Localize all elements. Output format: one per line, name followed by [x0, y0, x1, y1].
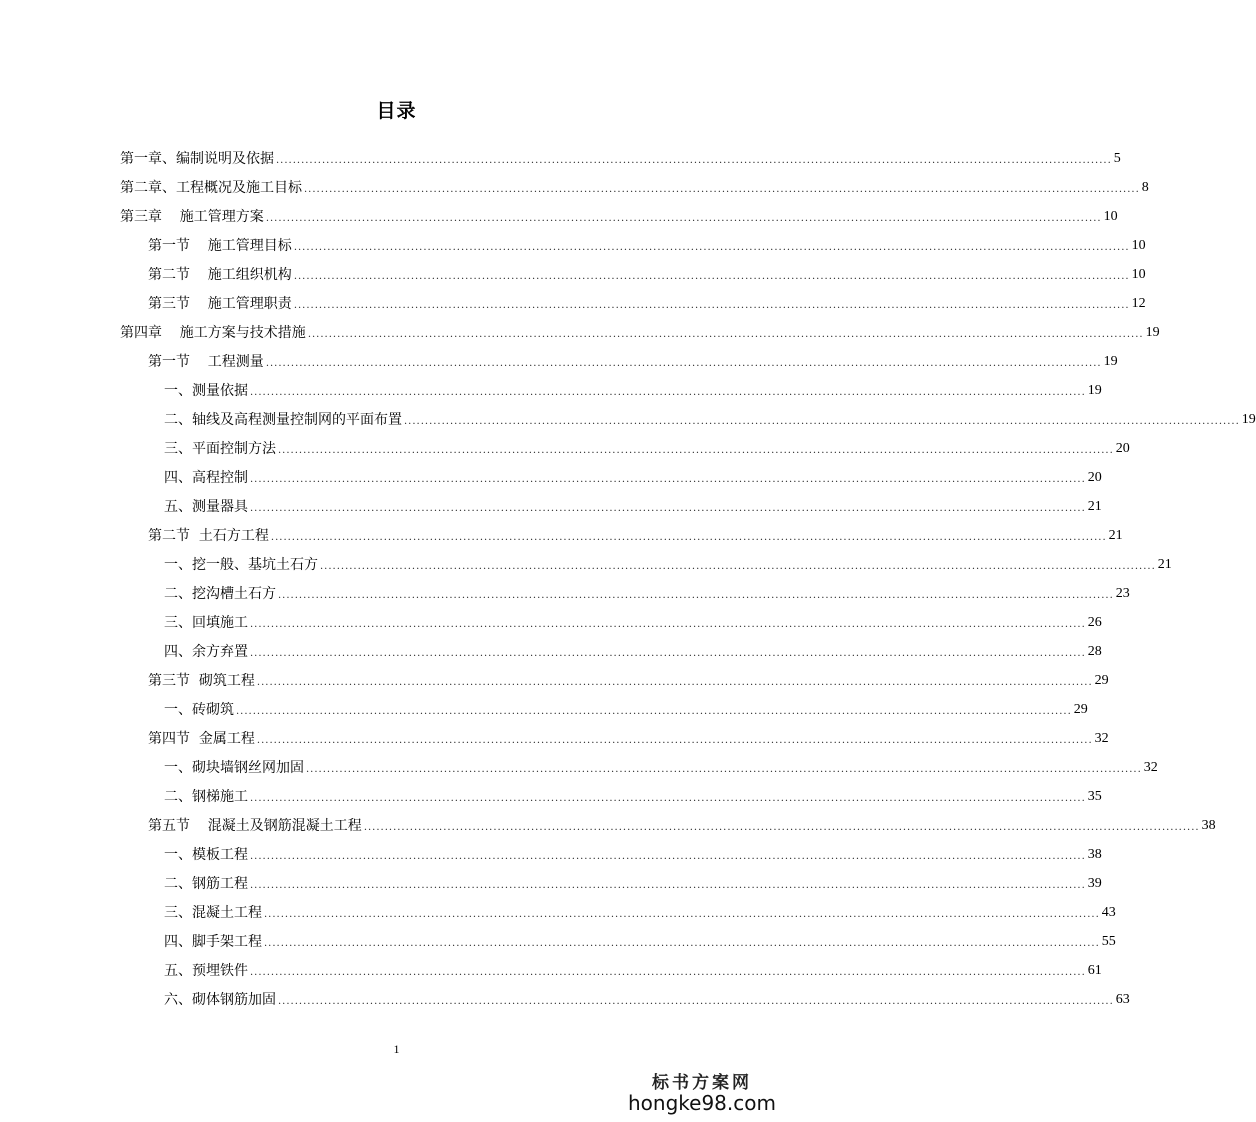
- toc-entry-label: 第三节 砌筑工程: [148, 673, 255, 689]
- toc-entry[interactable]: [120, 322, 1160, 344]
- toc-leader-dots: ........................................................................................................................................................................................................: [264, 938, 1100, 949]
- toc-leader-dots: ........................................................................................................................................................................................................: [306, 764, 1142, 775]
- toc-entry-page: 39: [1087, 876, 1102, 891]
- toc-leader-dots: ........................................................................................................................................................................................................: [250, 851, 1086, 862]
- toc-entry[interactable]: [148, 293, 1146, 315]
- toc-leader-dots: ........................................................................................................................................................................................................: [278, 445, 1114, 456]
- toc-entry-page: 38: [1201, 818, 1216, 833]
- toc-entry[interactable]: [120, 148, 1121, 170]
- toc-entry[interactable]: [148, 525, 1123, 547]
- toc-entry-page: 29: [1094, 673, 1109, 688]
- toc-entry-page: 43: [1101, 905, 1116, 920]
- toc-entry-page: 12: [1131, 296, 1146, 311]
- toc-entry-page: 23: [1115, 586, 1130, 601]
- toc-entry-label: 第二节 土石方工程: [148, 528, 269, 544]
- toc-entry[interactable]: [148, 235, 1146, 257]
- toc-entry-page: 10: [1103, 209, 1118, 224]
- toc-entry[interactable]: [148, 264, 1146, 286]
- toc-entry[interactable]: [148, 815, 1216, 837]
- toc-leader-dots: ........................................................................................................................................................................................................: [270, 532, 1107, 543]
- toc-entry-label: 第五节 混凝土及钢筋混凝土工程: [148, 818, 362, 834]
- toc-leader-dots: ........................................................................................................................................................................................................: [256, 735, 1093, 746]
- toc-leader-dots: ........................................................................................................................................................................................................: [250, 387, 1086, 398]
- toc-leader-dots: ........................................................................................................................................................................................................: [236, 706, 1072, 717]
- watermark-title: 标书方案网: [652, 1073, 752, 1093]
- toc-entry-label: 二、钢梯施工: [164, 789, 248, 805]
- toc-entry-label: 第二节 施工组织机构: [148, 267, 292, 283]
- toc-entry-page: 10: [1131, 238, 1146, 253]
- toc-entry-label: 四、脚手架工程: [164, 934, 262, 950]
- toc-leader-dots: ........................................................................................................................................................................................................: [307, 329, 1144, 340]
- toc-leader-dots: ........................................................................................................................................................................................................: [404, 416, 1240, 427]
- toc-entry-label: 一、测量依据: [164, 383, 248, 399]
- toc-leader-dots: ........................................................................................................................................................................................................: [250, 503, 1086, 514]
- toc-entry-page: 19: [1087, 383, 1102, 398]
- toc-entry[interactable]: [164, 873, 1102, 895]
- toc-entry-label: 三、回填施工: [164, 615, 248, 631]
- toc-leader-dots: ........................................................................................................................................................................................................: [250, 967, 1086, 978]
- toc-entry-label: 二、挖沟槽土石方: [164, 586, 276, 602]
- toc-entry[interactable]: [164, 380, 1102, 402]
- toc-entry-page: 55: [1101, 934, 1116, 949]
- toc-entry-label: 第三章 施工管理方案: [120, 209, 264, 225]
- toc-entry-label: 第四章 施工方案与技术措施: [120, 325, 306, 341]
- toc-entry-label: 二、轴线及高程测量控制网的平面布置: [164, 412, 402, 428]
- toc-entry-page: 32: [1143, 760, 1158, 775]
- toc-entry-label: 四、余方弃置: [164, 644, 248, 660]
- toc-entry-page: 8: [1141, 180, 1149, 195]
- toc-leader-dots: ........................................................................................................................................................................................................: [250, 619, 1086, 630]
- toc-entry-label: 三、平面控制方法: [164, 441, 276, 457]
- toc-leader-dots: ........................................................................................................................................................................................................: [250, 648, 1086, 659]
- toc-leader-dots: ........................................................................................................................................................................................................: [264, 909, 1100, 920]
- toc-entry-label: 一、模板工程: [164, 847, 248, 863]
- toc-entry-page: 20: [1115, 441, 1130, 456]
- toc-entry-page: 19: [1103, 354, 1118, 369]
- toc-entry-page: 10: [1131, 267, 1146, 282]
- toc-entry-label: 一、砖砌筑: [164, 702, 234, 718]
- toc-entry-page: 20: [1087, 470, 1102, 485]
- toc-leader-dots: ........................................................................................................................................................................................................: [265, 213, 1102, 224]
- toc-entry-label: 五、测量器具: [164, 499, 248, 515]
- toc-leader-dots: ........................................................................................................................................................................................................: [304, 184, 1140, 195]
- watermark-logo: [627, 1068, 777, 1115]
- toc-entry-page: 38: [1087, 847, 1102, 862]
- toc-entry-page: 21: [1087, 499, 1102, 514]
- toc-entry-label: 二、钢筋工程: [164, 876, 248, 892]
- toc-entry-label: 第三节 施工管理职责: [148, 296, 292, 312]
- toc-entry[interactable]: [164, 931, 1116, 953]
- toc-entry[interactable]: [164, 786, 1102, 808]
- toc-entry-label: 第一章、编制说明及依据: [120, 151, 274, 167]
- toc-leader-dots: ........................................................................................................................................................................................................: [265, 358, 1102, 369]
- toc-entry[interactable]: [164, 612, 1102, 634]
- toc-entry-page: 21: [1157, 557, 1172, 572]
- toc-entry[interactable]: [164, 409, 1256, 431]
- toc-entry-label: 四、高程控制: [164, 470, 248, 486]
- toc-entry-page: 21: [1108, 528, 1123, 543]
- toc-leader-dots: ........................................................................................................................................................................................................: [320, 561, 1156, 572]
- toc-entry[interactable]: [120, 206, 1118, 228]
- toc-leader-dots: ........................................................................................................................................................................................................: [250, 474, 1086, 485]
- toc-leader-dots: ........................................................................................................................................................................................................: [278, 996, 1114, 1007]
- toc-entry-label: 一、挖一般、基坑土石方: [164, 557, 318, 573]
- toc-entry[interactable]: [164, 438, 1130, 460]
- toc-entry-page: 5: [1113, 151, 1121, 166]
- toc-entry[interactable]: [164, 641, 1102, 663]
- toc-leader-dots: ........................................................................................................................................................................................................: [293, 242, 1130, 253]
- toc-entry[interactable]: [164, 989, 1130, 1011]
- toc-entry-page: 61: [1087, 963, 1102, 978]
- toc-entry-page: 19: [1241, 412, 1256, 427]
- toc-entry-label: 第四节 金属工程: [148, 731, 255, 747]
- toc-entry[interactable]: [164, 699, 1088, 721]
- page-number: 1: [393, 1042, 400, 1056]
- toc-entry[interactable]: [164, 554, 1172, 576]
- toc-entry[interactable]: [164, 844, 1102, 866]
- toc-entry-page: 63: [1115, 992, 1130, 1007]
- toc-entry[interactable]: [148, 728, 1109, 750]
- toc-entry-label: 五、预埋铁件: [164, 963, 248, 979]
- toc-entry-label: 第一节 施工管理目标: [148, 238, 292, 254]
- toc-entry-page: 35: [1087, 789, 1102, 804]
- toc-leader-dots: ........................................................................................................................................................................................................: [278, 590, 1114, 601]
- watermark-url: hongke98.com: [628, 1091, 776, 1115]
- toc-entry[interactable]: [148, 351, 1118, 373]
- toc-leader-dots: ........................................................................................................................................................................................................: [293, 300, 1130, 311]
- toc-entry[interactable]: [164, 583, 1130, 605]
- toc-entry[interactable]: [164, 902, 1116, 924]
- toc-entry[interactable]: [148, 670, 1109, 692]
- toc-entry-page: 26: [1087, 615, 1102, 630]
- toc-entry-page: 19: [1145, 325, 1160, 340]
- toc-leader-dots: ........................................................................................................................................................................................................: [363, 822, 1200, 833]
- toc-leader-dots: ........................................................................................................................................................................................................: [276, 155, 1112, 166]
- toc-entry[interactable]: [164, 467, 1102, 489]
- toc-entry[interactable]: [164, 496, 1102, 518]
- toc-entry-page: 28: [1087, 644, 1102, 659]
- toc-entry-label: 六、砌体钢筋加固: [164, 992, 276, 1008]
- toc-entry-page: 32: [1094, 731, 1109, 746]
- toc-entry[interactable]: [164, 757, 1158, 779]
- toc-entry[interactable]: [164, 960, 1102, 982]
- toc-entry-label: 三、混凝土工程: [164, 905, 262, 921]
- toc-leader-dots: ........................................................................................................................................................................................................: [293, 271, 1130, 282]
- toc-entry-label: 第二章、工程概况及施工目标: [120, 180, 302, 196]
- toc-leader-dots: ........................................................................................................................................................................................................: [250, 793, 1086, 804]
- toc-leader-dots: ........................................................................................................................................................................................................: [250, 880, 1086, 891]
- toc-entry-label: 一、砌块墙钢丝网加固: [164, 760, 304, 776]
- toc-leader-dots: ........................................................................................................................................................................................................: [256, 677, 1093, 688]
- toc-entry-page: 29: [1073, 702, 1088, 717]
- toc-title: 目录: [376, 100, 417, 122]
- toc-entry-label: 第一节 工程测量: [148, 354, 264, 370]
- toc-entry[interactable]: [120, 177, 1149, 199]
